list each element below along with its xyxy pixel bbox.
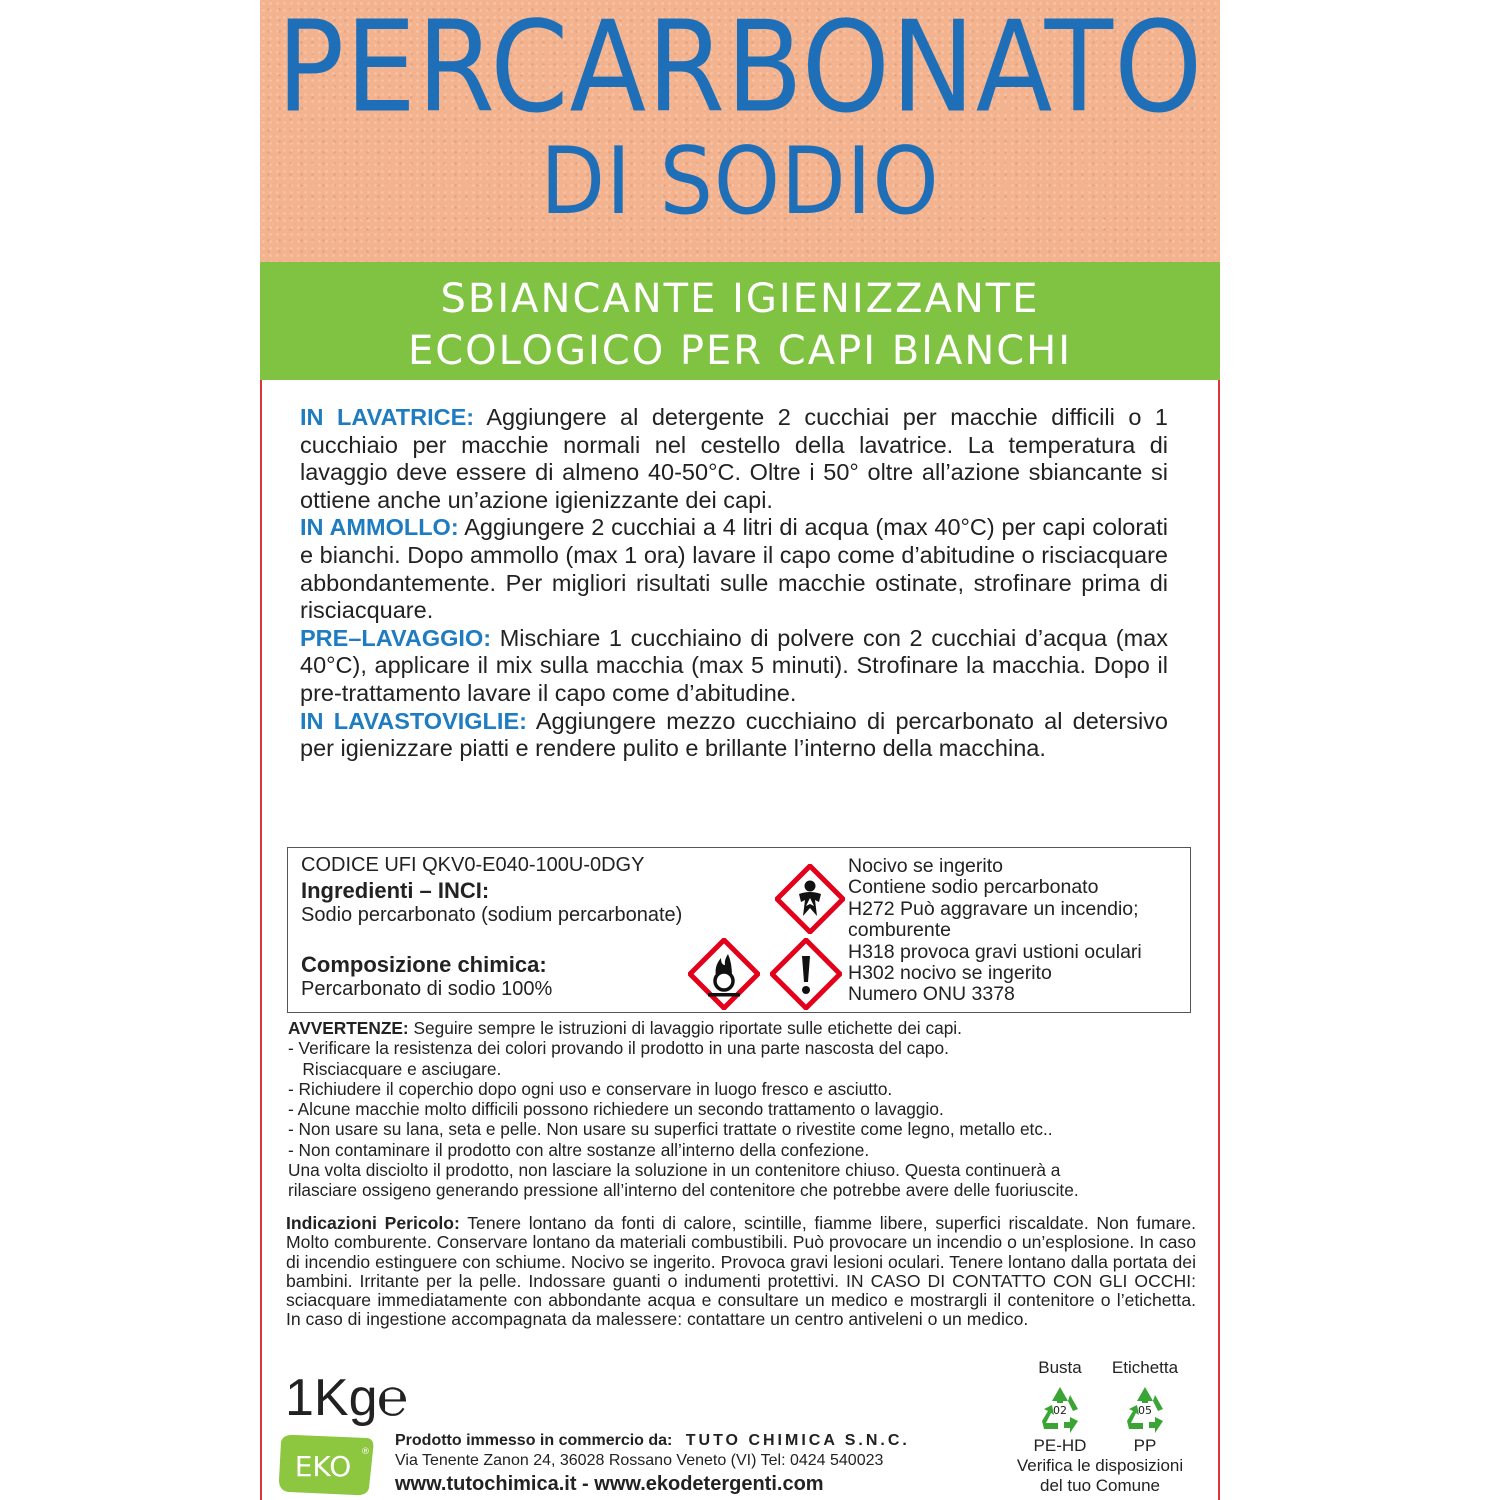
usage-heading: PRE–LAVAGGIO: — [300, 624, 492, 651]
usage-instructions — [300, 404, 1168, 763]
net-weight: 1Kg — [285, 1369, 378, 1427]
usage-text: Aggiungere mezzo cucchiaino di percarbonato al detersivo per igienizzare piatti e rendere pulito e brillante l’interno della macchina. — [300, 707, 1169, 762]
bag-code: 02 — [1053, 1404, 1067, 1417]
product-title: PERCARBONATO — [276, 0, 1204, 141]
estimated-mark: ℮ — [377, 1368, 409, 1428]
hazard-line: H272 Può aggravare un incendio; — [848, 897, 1139, 920]
warnings-heading: AVVERTENZE: — [288, 1018, 409, 1038]
usage-heading: IN AMMOLLO: — [300, 514, 459, 541]
ufi-code: CODICE UFI QKV0-E040-100U-0DGY — [301, 854, 645, 876]
label-material: PP — [1133, 1436, 1157, 1455]
subtitle-line-2: ECOLOGICO PER CAPI BIANCHI — [407, 328, 1073, 374]
warning-line: - Verificare la resistenza dei colori provando il prodotto in una parte nascosta del capo. — [288, 1038, 949, 1059]
oxidizer-flame-icon — [688, 938, 760, 1010]
product-label — [260, 0, 1220, 1500]
producer-websites: www.tutochimica.it - www.ekodetergenti.com — [395, 1473, 824, 1495]
warnings — [288, 1018, 1193, 1201]
usage-item — [300, 514, 1168, 624]
exclamation-icon — [770, 938, 842, 1010]
recycle-icon — [1032, 1381, 1088, 1437]
info-box — [287, 847, 1191, 1013]
recycling-note-line: del tuo Comune — [1039, 1476, 1161, 1495]
composition-text: Percarbonato di sodio 100% — [301, 978, 553, 1000]
usage-text: Mischiare 1 cucchiaino di polvere con 2 cucchiai d’acqua (max 40°C), applicare il mix sulla macchia (max 5 minuti). Strofinare la macchia. Dopo il pre-trattamento lavare il capo come d’abitudine. — [300, 624, 1168, 706]
eko-logo — [275, 1432, 377, 1498]
ingredients-heading: Ingredienti – INCI: — [301, 878, 490, 903]
warning-line: - Non usare su lana, seta e pelle. Non usare su superfici trattate o rivestite come legno, metallo etc.. — [288, 1119, 1053, 1140]
bag-material: PE-HD — [1033, 1436, 1087, 1455]
health-hazard-icon — [775, 864, 845, 934]
title-band — [260, 0, 1220, 262]
hazard-line: Contiene sodio percarbonato — [848, 876, 1099, 899]
usage-text: Aggiungere al detergente 2 cucchiai per macchie difficili o 1 cucchiaio per macchie normali nel cestello della lavatrice. La temperatura di lavaggio deve essere di almeno 40-50°C. Oltre i 50° oltre all’azione sbiancante si ottiene anche un’azione igienizzante dei capi. — [300, 404, 1168, 513]
usage-item — [300, 625, 1168, 708]
recycling-note — [1000, 1456, 1200, 1496]
hazard-line: H318 provoca gravi ustioni oculari — [848, 940, 1142, 963]
composition-heading: Composizione chimica: — [301, 952, 547, 977]
hazard-line: comburente — [848, 919, 951, 942]
bag-label: Busta — [1038, 1358, 1082, 1377]
hazard-statements — [848, 856, 1142, 1006]
usage-item — [300, 708, 1168, 763]
warnings-intro-text: Seguire sempre le istruzioni di lavaggio riportate sulle etichette dei capi. — [408, 1018, 962, 1038]
recycle-icon — [1117, 1381, 1173, 1437]
usage-text: Aggiungere 2 cucchiai a 4 litri di acqua (max 40°C) per capi colorati e bianchi. Dopo ammollo (max 1 ora) lavare il capo come d’abitudine o risciacquare abbondantemente. Per migliori risultati sulle macchie ostinate, strofinare prima di risciacquare. — [300, 514, 1169, 624]
danger-heading: Indicazioni Pericolo: — [286, 1213, 460, 1233]
warning-line: rilasciare ossigeno generando pressione all’interno del contenitore che potrebbe avere delle fuoriuscite. — [288, 1180, 1079, 1201]
hazard-line: H302 nocivo se ingerito — [848, 962, 1052, 985]
product-title-sub: DI SODIO — [540, 127, 940, 235]
warnings-intro — [288, 1018, 1193, 1038]
logo-registered: ® — [361, 1447, 370, 1457]
warning-line: Risciacquare e asciugare. — [288, 1058, 502, 1079]
subtitle-line-1: SBIANCANTE IGIENIZZANTE — [440, 276, 1040, 322]
warning-line: - Richiudere il coperchio dopo ogni uso e conservare in luogo fresco e asciutto. — [288, 1078, 893, 1099]
hazard-line: Nocivo se ingerito — [848, 855, 1003, 877]
recycling-note-line: Verifica le disposizioni — [1016, 1456, 1184, 1475]
label-border-left — [260, 380, 262, 1500]
producer-line — [395, 1432, 910, 1450]
producer-prefix: Prodotto immesso in commercio da: — [395, 1432, 673, 1449]
usage-item — [300, 404, 1168, 514]
label-code: 05 — [1138, 1404, 1152, 1417]
warning-line: - Non contaminare il prodotto con altre sostanze all’interno della confezione. — [288, 1139, 870, 1160]
ingredients-text: Sodio percarbonato (sodium percarbonate) — [301, 904, 683, 926]
hazard-line: Numero ONU 3378 — [848, 983, 1015, 1006]
usage-heading: IN LAVATRICE: — [300, 404, 475, 430]
logo-text: EKO — [294, 1450, 352, 1483]
label-border-right — [1218, 380, 1220, 1500]
danger-statements — [286, 1214, 1196, 1330]
warning-line: - Alcune macchie molto difficili possono richiedere un secondo trattamento o lavaggio. — [288, 1099, 944, 1120]
label-label: Etichetta — [1111, 1358, 1179, 1377]
usage-heading: IN LAVASTOVIGLIE: — [300, 707, 527, 734]
danger-text: Tenere lontano da fonti di calore, scintille, fiamme libere, superfici riscaldate. Non fumare. Molto comburente. Conservare lontano da materiali combustibili. Può provocare un incendio o un’esplosione. In caso di incendio estinguere con schiume. Nocivo se ingerito. Provoca gravi lesioni oculari. Tenere lontano dalla portata dei bambini. Irritante per la pelle. Indossare guanti o indumenti protettivi. IN CASO DI CONTATTO CON GLI OCCHI: sciacquare immediatamente con abbondante acqua e consultare un medico e mostrargli il contenitore o l’etichetta. In caso di ingestione accompagnata da malessere: contattare un centro antiveleni o un medico. — [286, 1213, 1197, 1330]
producer-company: TUTO CHIMICA S.N.C. — [685, 1432, 910, 1449]
producer-address: Via Tenente Zanon 24, 36028 Rossano Veneto (VI) Tel: 0424 540023 — [395, 1452, 884, 1469]
warning-line: Una volta disciolto il prodotto, non lasciare la soluzione in un contenitore chiuso. Questa continuerà a — [288, 1160, 1061, 1181]
